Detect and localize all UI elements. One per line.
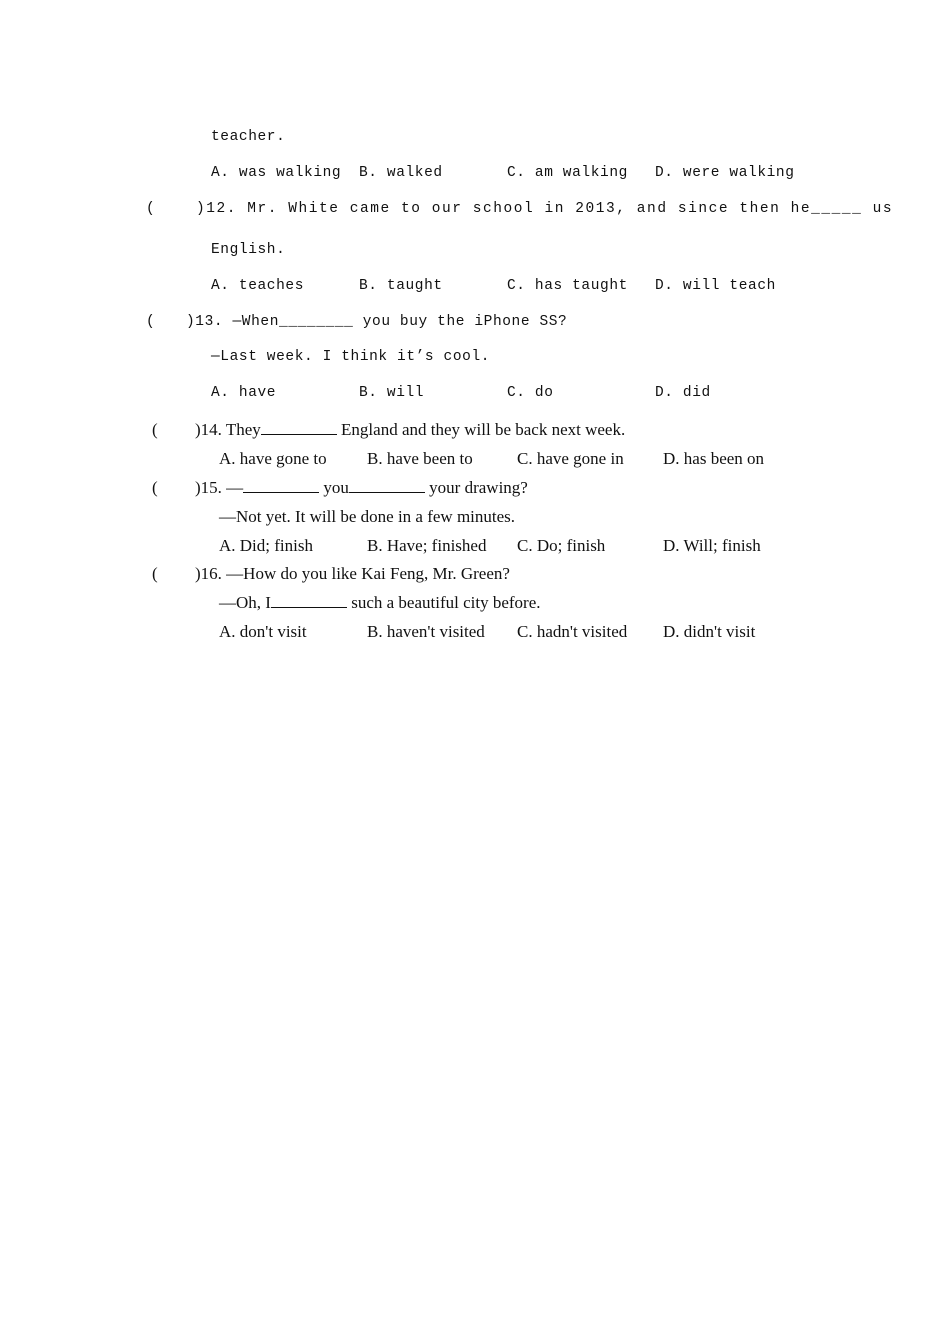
q11-option-c: C. am walking [507, 165, 628, 181]
q12-option-d: D. will teach [655, 278, 776, 294]
q16-option-c: C. hadn't visited [517, 622, 628, 641]
q15-stem-mid: you [319, 478, 349, 497]
q11-option-b: B. walked [359, 165, 443, 181]
q16-stem: )16. —How do you like Kai Feng, Mr. Green? [195, 564, 510, 583]
q13-option-d: D. did [655, 385, 711, 401]
q12-stem: )12. Mr. White came to our school in 2013, and since then he_____ us [196, 201, 894, 217]
q11-option-d: D. were walking [655, 165, 795, 181]
q13-option-b: B. will [359, 385, 425, 401]
q16-option-d: D. didn't visit [663, 622, 756, 641]
q12-continuation: English. [211, 242, 286, 258]
q14-option-b: B. have been to [367, 449, 473, 468]
q14-stem-pre: )14. They [195, 420, 261, 439]
q14-stem [195, 420, 625, 440]
q15-option-a: A. Did; finish [219, 536, 313, 555]
q15-option-b: B. Have; finished [367, 536, 487, 555]
q15-stem-post: your drawing? [424, 478, 528, 497]
q13-option-c: C. do [507, 385, 554, 401]
q14-stem-post: England and they will be back next week. [336, 420, 626, 439]
q14-option-d: D. has been on [663, 449, 765, 468]
q15-stem-pre: )15. — [195, 478, 244, 497]
q15-response: —Not yet. It will be done in a few minutes. [219, 507, 516, 526]
q14-paren: ( [152, 420, 158, 439]
q16-response [219, 593, 541, 613]
q15-option-c: C. Do; finish [517, 536, 606, 555]
q13-response: —Last week. I think it’s cool. [211, 349, 491, 365]
q13-paren: ( [146, 314, 156, 330]
q12-option-a: A. teaches [211, 278, 305, 294]
q16-option-b: B. haven't visited [367, 622, 485, 641]
q15-paren: ( [152, 478, 158, 497]
q15-answer-blank-1[interactable] [243, 478, 319, 493]
q12-paren: ( [146, 201, 156, 217]
q11-option-a: A. was walking [211, 165, 342, 181]
q13-option-a: A. have [211, 385, 277, 401]
q12-option-b: B. taught [359, 278, 443, 294]
q16-response-post: such a beautiful city before. [346, 593, 541, 612]
q12-option-c: C. has taught [507, 278, 628, 294]
q13-stem: )13. —When________ you buy the iPhone SS? [186, 314, 568, 330]
q15-option-d: D. Will; finish [663, 536, 761, 555]
q14-option-a: A. have gone to [219, 449, 327, 468]
q11-continuation: teacher. [211, 129, 286, 145]
q16-response-pre: —Oh, I [219, 593, 271, 612]
q15-answer-blank-2[interactable] [349, 478, 425, 493]
q16-option-a: A. don't visit [219, 622, 307, 641]
q15-stem [195, 478, 528, 498]
q14-option-c: C. have gone in [517, 449, 624, 468]
q14-answer-blank[interactable] [261, 420, 337, 435]
q16-paren: ( [152, 564, 158, 583]
q16-answer-blank[interactable] [271, 593, 347, 608]
